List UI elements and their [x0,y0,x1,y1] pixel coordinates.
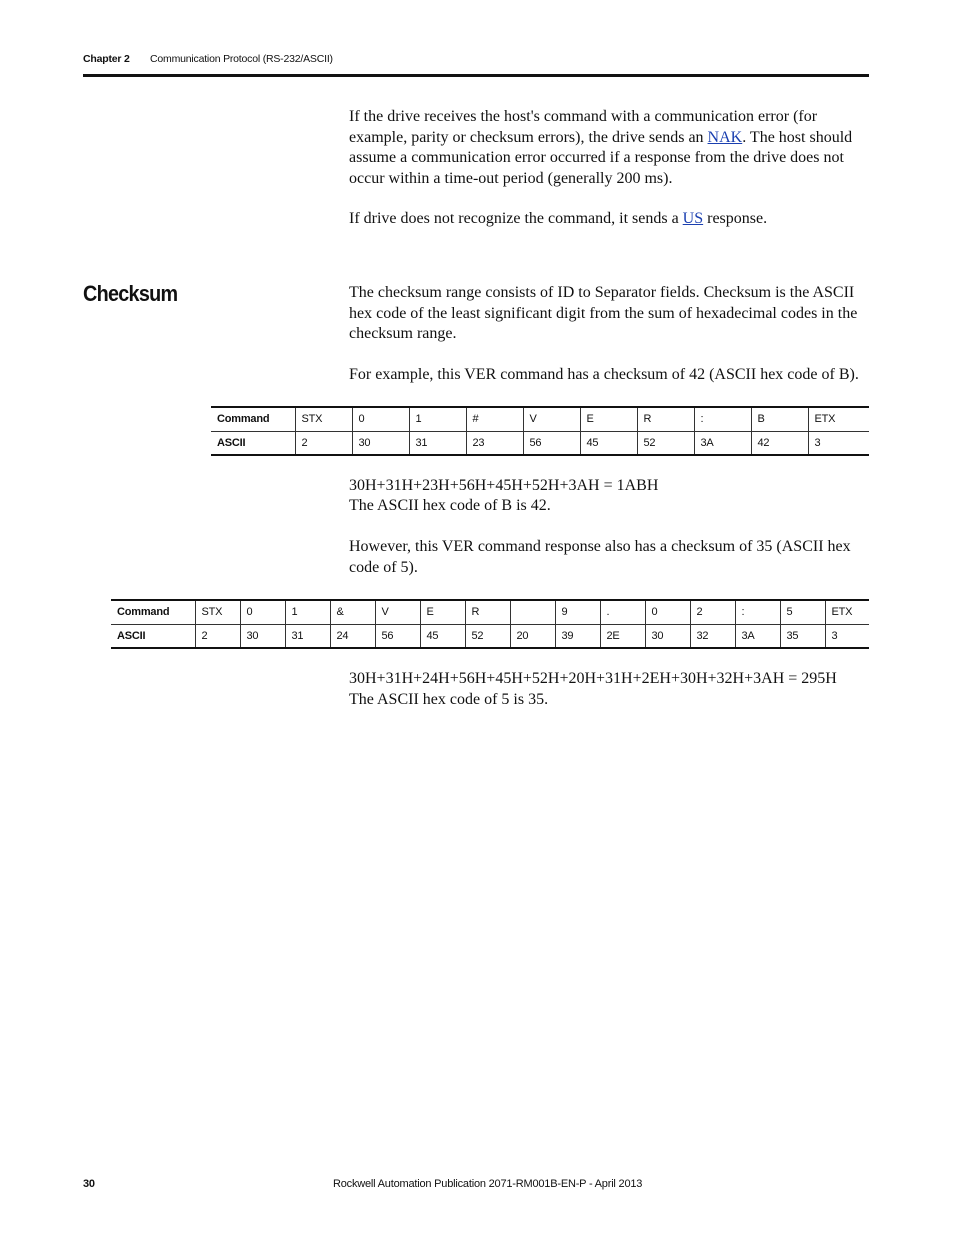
table-cell: # [466,407,523,431]
row-header-cell: ASCII [111,624,195,648]
table-cell: 39 [555,624,600,648]
table-cell: 31 [285,624,330,648]
chapter-title: Communication Protocol (RS-232/ASCII) [150,53,333,65]
table-cell: 3 [808,431,869,455]
table-cell: V [523,407,580,431]
table-cell: 52 [637,431,694,455]
table-cell: 32 [690,624,735,648]
table-row [111,600,869,624]
intro-paragraph-2: If drive does not recognize the command, it sends a US response. [349,210,768,227]
checksum-paragraph-3: However, this VER command response also has a checksum of 35 (ASCII hex code of 5). [349,538,851,576]
header-rule [83,74,869,77]
table-cell: 31 [409,431,466,455]
table-cell: 30 [645,624,690,648]
table-row [211,431,869,455]
table-cell: 3A [735,624,780,648]
table-cell: R [465,600,510,624]
table-cell: 35 [780,624,825,648]
table-cell: 3 [825,624,869,648]
table-cell: R [637,407,694,431]
table-cell: . [600,600,645,624]
table-cell: 2E [600,624,645,648]
table-cell: 42 [751,431,808,455]
table-cell: 56 [523,431,580,455]
row-header-cell: Command [111,600,195,624]
table-cell: 20 [510,624,555,648]
table-cell: ETX [808,407,869,431]
table-cell: STX [295,407,352,431]
table-cell: STX [195,600,240,624]
table-row [111,624,869,648]
sum-1-result: The ASCII hex code of B is 42. [349,497,551,514]
table-cell: 45 [420,624,465,648]
table-cell: 30 [240,624,285,648]
table-cell: 5 [780,600,825,624]
table-row [211,407,869,431]
table-cell: 2 [690,600,735,624]
table-cell: : [694,407,751,431]
nak-link[interactable]: NAK [707,128,743,146]
page-header [83,53,868,65]
table-cell: 2 [295,431,352,455]
row-header-cell: ASCII [211,431,295,455]
table-cell: ETX [825,600,869,624]
table-cell: 56 [375,624,420,648]
checksum-paragraph-2: For example, this VER command has a checksum of 42 (ASCII hex code of B). [349,366,859,383]
us-link[interactable]: US [682,210,704,227]
table-cell: 30 [352,431,409,455]
table-cell: V [375,600,420,624]
table-cell: B [751,407,808,431]
table-cell: 52 [465,624,510,648]
checksum-paragraph-1: The checksum range consists of ID to Separator fields. Checksum is the ASCII hex code of the least significant digit from the sum of hexadecimal codes in the checksum range. [349,284,858,342]
intro-paragraph-1: If the drive receives the host's command with a communication error (for example, parity or checksum errors), the drive sends an NAK. The host should assume a communication error occurred if a response from the drive does not occur within a time-out period (generally 200 ms). [349,108,853,187]
table-cell: 24 [330,624,375,648]
chapter-label: Chapter 2 [83,53,130,65]
table-cell: & [330,600,375,624]
table-cell: 0 [352,407,409,431]
table-cell: 0 [645,600,690,624]
table-cell: 1 [409,407,466,431]
table-cell: 9 [555,600,600,624]
checksum-table-1 [211,406,869,456]
sum-1-equation: 30H+31H+23H+56H+45H+52H+3AH = 1ABH [349,477,659,494]
table-cell: 45 [580,431,637,455]
sum-2-equation: 30H+31H+24H+56H+45H+52H+20H+31H+2EH+30H+32H+3AH = 295H [349,670,837,687]
table-cell: 23 [466,431,523,455]
table-cell: : [735,600,780,624]
page-number: 30 [83,1178,95,1190]
table-cell: E [420,600,465,624]
table-cell: 3A [694,431,751,455]
sum-2-result: The ASCII hex code of 5 is 35. [349,691,549,708]
table-cell: 2 [195,624,240,648]
table-cell: 0 [240,600,285,624]
publication-info: Rockwell Automation Publication 2071-RM001B-EN-P - April 2013 [333,1178,643,1190]
table-cell: 1 [285,600,330,624]
row-header-cell: Command [211,407,295,431]
checksum-table-2 [111,599,869,649]
table-cell [510,600,555,624]
table-cell: E [580,407,637,431]
section-heading: Checksum [83,281,178,306]
